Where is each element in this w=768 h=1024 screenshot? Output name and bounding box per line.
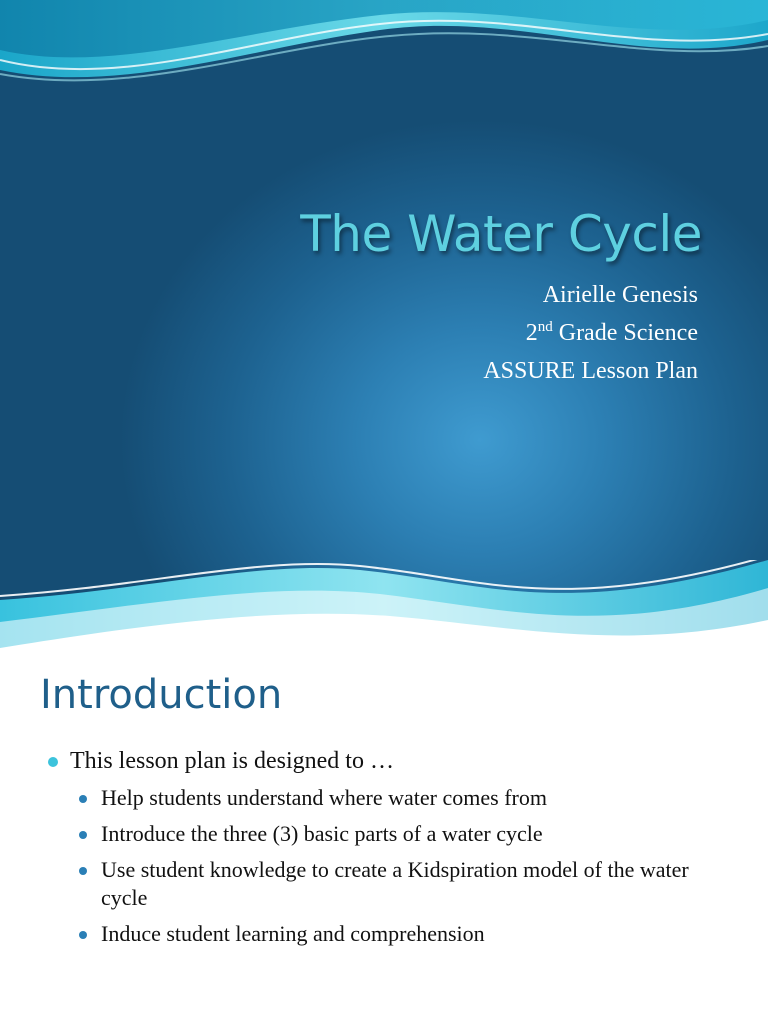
bottom-wave-decoration (0, 560, 768, 660)
grade-number: 2 (525, 320, 538, 346)
sub-bullet-text: Help students understand where water comes from (101, 785, 547, 810)
lesson-plan-line: ASSURE Lesson Plan (483, 358, 698, 384)
sub-bullet-text: Introduce the three (3) basic parts of a water cycle (101, 821, 543, 846)
sub-bullet-dot-icon (79, 831, 87, 839)
sub-bullet-item (79, 784, 738, 812)
sub-bullet-text: Induce student learning and comprehension (101, 921, 485, 946)
sub-bullet-item (79, 820, 738, 848)
sub-bullet-list (70, 784, 738, 948)
author-name: Airielle Genesis (542, 282, 698, 308)
sub-bullet-dot-icon (79, 931, 87, 939)
sub-bullet-item (79, 920, 738, 948)
sub-bullet-item (79, 856, 738, 912)
bullet-dot-icon (48, 757, 58, 767)
introduction-heading: Introduction (40, 672, 283, 718)
sub-bullet-text: Use student knowledge to create a Kidspiration model of the water cycle (101, 857, 689, 910)
grade-subject: Grade Science (552, 320, 698, 346)
main-bullet-text: This lesson plan is designed to … (70, 748, 394, 774)
grade-suffix: nd (537, 319, 553, 335)
slide-subtitle (483, 276, 698, 390)
slide-title: The Water Cycle (300, 205, 702, 263)
bullet-list (48, 746, 738, 956)
top-wave-decoration (0, 0, 768, 100)
grade-line (483, 314, 698, 352)
sub-bullet-dot-icon (79, 867, 87, 875)
introduction-slide (0, 660, 768, 1024)
sub-bullet-dot-icon (79, 795, 87, 803)
main-bullet (48, 746, 738, 948)
